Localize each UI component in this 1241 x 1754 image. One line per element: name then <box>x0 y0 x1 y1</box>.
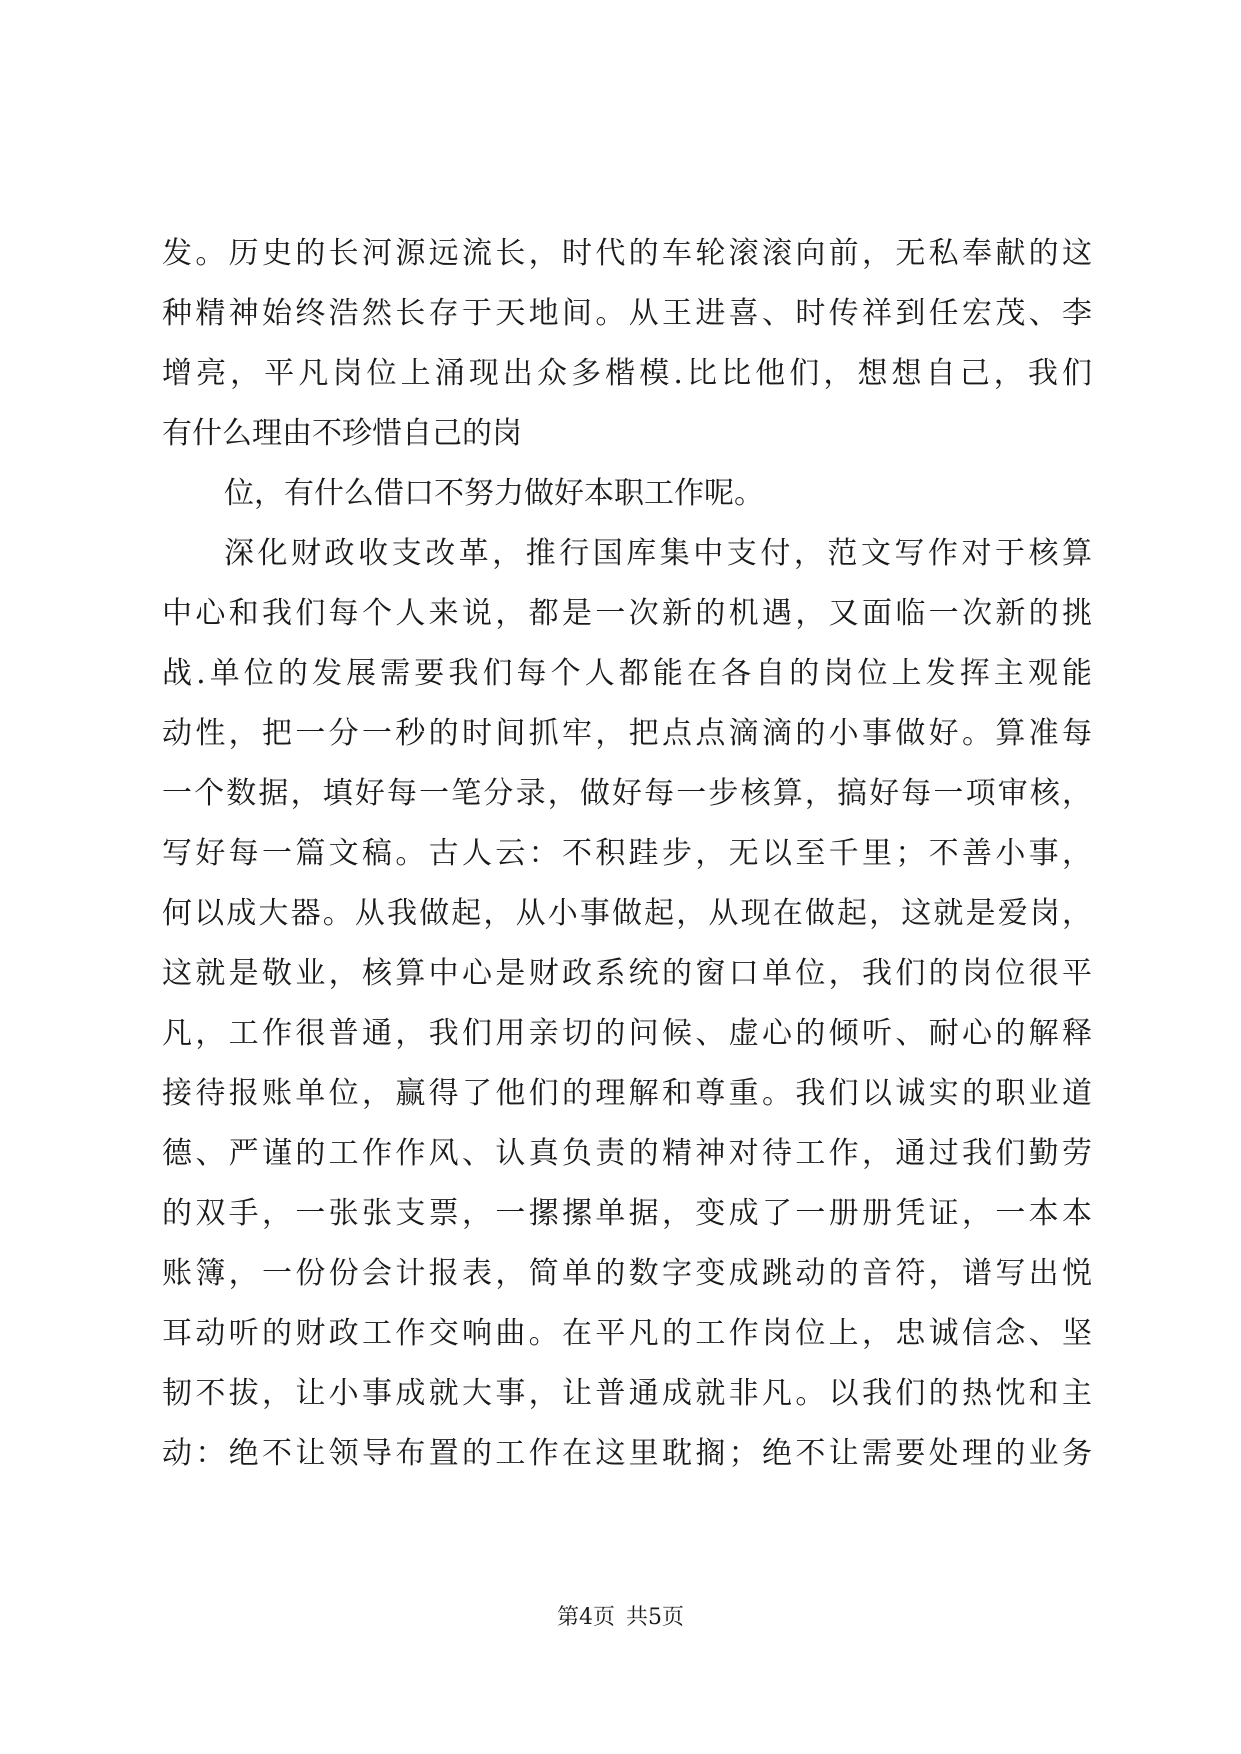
page-number: 第4页 <box>557 1605 615 1630</box>
text-line: 增亮，平凡岗位上涌现出众多楷模.比比他们，想想自己，我们 <box>162 356 1092 391</box>
text-line: 账簿，一份份会计报表，简单的数字变成跳动的音符，谱写出悦 <box>162 1256 1092 1291</box>
paragraph-3 <box>162 524 1092 1484</box>
text-line: 韧不拔，让小事成就大事，让普通成就非凡。以我们的热忱和主 <box>162 1376 1092 1411</box>
paragraph-2 <box>162 464 1092 524</box>
text-line: 这就是敬业，核算中心是财政系统的窗口单位，我们的岗位很平 <box>162 956 1092 991</box>
text-line: 动：绝不让领导布置的工作在这里耽搁；绝不让需要处理的业务 <box>162 1436 1092 1471</box>
text-line: 一个数据，填好每一笔分录，做好每一步核算，搞好每一项审核， <box>162 776 1092 811</box>
total-pages: 共5页 <box>626 1605 684 1630</box>
body-text <box>162 224 1092 1484</box>
text-line: 何以成大器。从我做起，从小事做起，从现在做起，这就是爱岗， <box>162 896 1092 931</box>
text-line: 接待报账单位，赢得了他们的理解和尊重。我们以诚实的职业道 <box>162 1076 1092 1111</box>
text-line: 深化财政收支改革，推行国库集中支付，范文写作对于核算 <box>224 536 1092 571</box>
text-line: 战.单位的发展需要我们每个人都能在各自的岗位上发挥主观能 <box>162 656 1092 691</box>
text-line: 凡，工作很普通，我们用亲切的问候、虚心的倾听、耐心的解释 <box>162 1016 1092 1051</box>
text-line: 位，有什么借口不努力做好本职工作呢。 <box>224 476 764 511</box>
text-line: 动性，把一分一秒的时间抓牢，把点点滴滴的小事做好。算准每 <box>162 716 1092 751</box>
text-line: 有什么理由不珍惜自己的岗 <box>162 416 522 451</box>
text-line: 种精神始终浩然长存于天地间。从王进喜、时传祥到任宏茂、李 <box>162 296 1092 331</box>
text-line: 发。历史的长河源远流长，时代的车轮滚滚向前，无私奉献的这 <box>162 236 1092 271</box>
text-line: 的双手，一张张支票，一摞摞单据，变成了一册册凭证，一本本 <box>162 1196 1092 1231</box>
text-line: 德、严谨的工作作风、认真负责的精神对待工作，通过我们勤劳 <box>162 1136 1092 1171</box>
text-line: 中心和我们每个人来说，都是一次新的机遇，又面临一次新的挑 <box>162 596 1092 631</box>
text-line: 耳动听的财政工作交响曲。在平凡的工作岗位上，忠诚信念、坚 <box>162 1316 1092 1351</box>
page-footer <box>0 1603 1241 1633</box>
paragraph-1 <box>162 224 1092 464</box>
text-line: 写好每一篇文稿。古人云：不积跬步，无以至千里；不善小事， <box>162 836 1092 871</box>
